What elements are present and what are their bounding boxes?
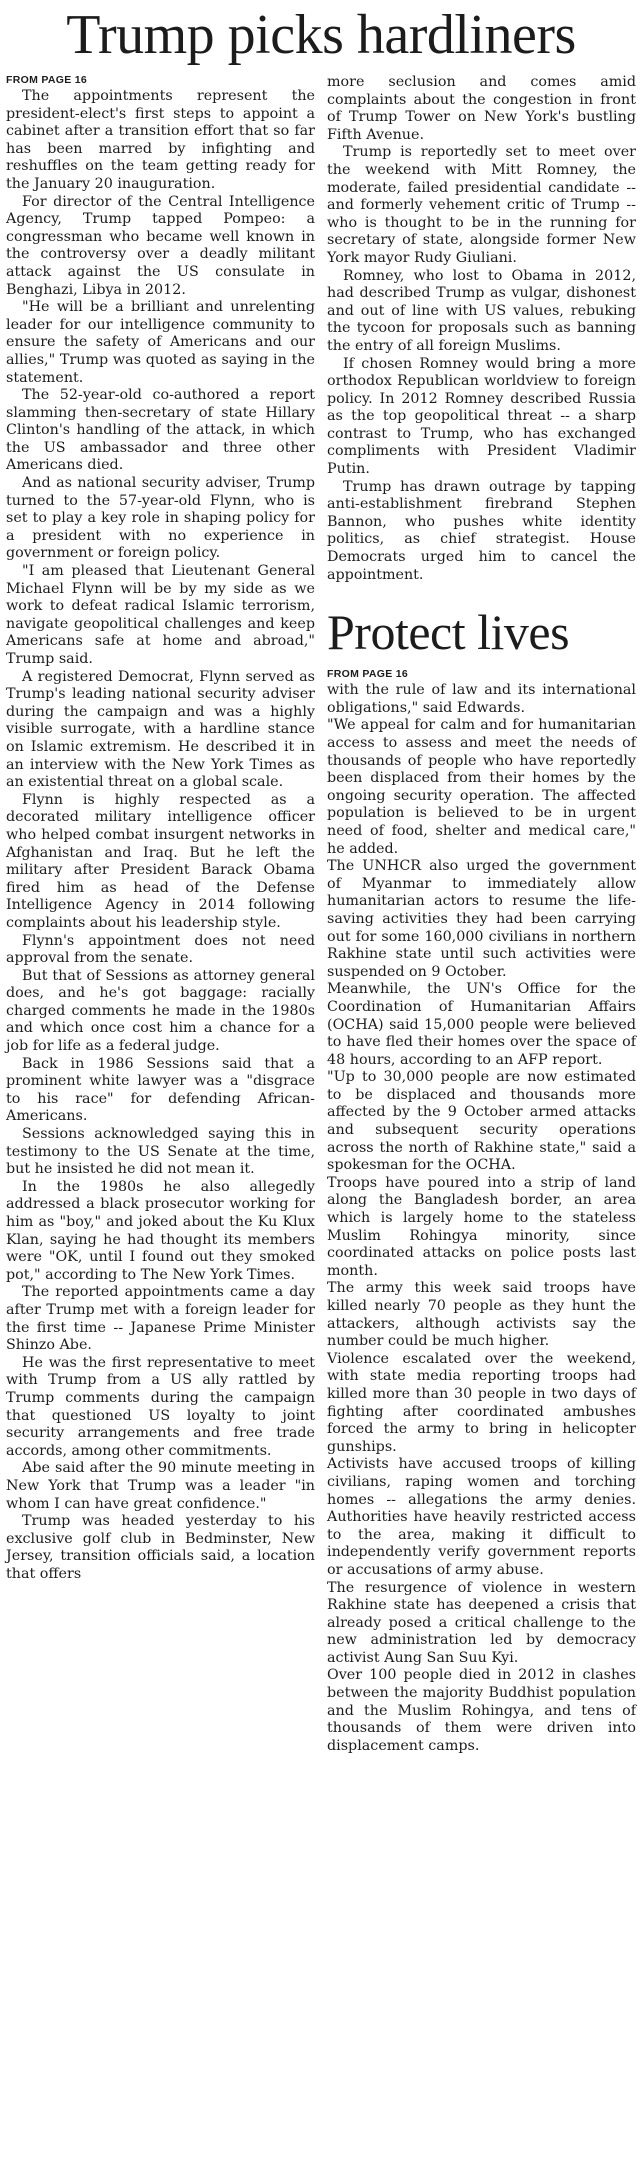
paragraph: And as national security adviser, Trump turned to the 57-year-old Flynn, who is set to play a key role in shaping policy for a president with no experience in government or foreign policy. xyxy=(6,475,315,562)
paragraph: "Up to 30,000 people are now estimated to be displaced and thousands more affected by the 9 October armed attacks and subsequent security operations across the north of Rakhine state," said a spokesman for the OCHA. xyxy=(327,1069,636,1174)
paragraph: Flynn is highly respected as a decorated military intelligence officer who helped combat insurgent networks in Afghanistan and Iraq. But he left the military after President Barack Obama fired him as head of the Defense Intelligence Agency in 2014 following complaints about his leadership style. xyxy=(6,791,315,931)
paragraph: more seclusion and comes amid complaints about the congestion in front of Trump Tower on New York's bustling Fifth Avenue. xyxy=(327,74,636,143)
paragraph: The 52-year-old co-authored a report slamming then-secretary of state Hillary Clinton's handling of the attack, in which the US ambassador and three other Americans died. xyxy=(6,387,315,474)
paragraph: Romney, who lost to Obama in 2012, had described Trump as vulgar, dishonest and out of line with US values, rebuking the tycoon for proposals such as banning the entry of all foreign Muslims. xyxy=(327,267,636,354)
paragraph: If chosen Romney would bring a more orthodox Republican worldview to foreign policy. In 2012 Romney described Russia as the top geopolitical threat -- a sharp contrast to Trump, who has exchanged compliments with President Vladimir Putin. xyxy=(327,355,636,478)
paragraph: The UNHCR also urged the government of Myanmar to immediately allow humanitarian actors to resume the life-saving activities they had been carrying out for some 160,000 civilians in northern Rakhine state until such activities were suspended on 9 October. xyxy=(327,858,636,980)
paragraph: "He will be a brilliant and unrelenting leader for our intelligence community to ensure the safety of Americans and our allies," Trump was quoted as saying in the statement. xyxy=(6,299,315,386)
paragraph: "We appeal for calm and for humanitarian access to assess and meet the needs of thousands of people who have reportedly been displaced from their homes by the ongoing security operation. The affected population is believed to be in urgent need of food, shelter and medical care," he added. xyxy=(327,717,636,857)
paragraph: Sessions acknowledged saying this in testimony to the US Senate at the time, but he insisted he did not mean it. xyxy=(6,1126,315,1178)
kicker-protect-lives: FROM PAGE 16 xyxy=(327,668,409,681)
paragraph: Over 100 people died in 2012 in clashes between the majority Buddhist population and the Muslim Rohingya, and tens of thousands of them were driven into displacement camps. xyxy=(327,1667,636,1754)
paragraph: For director of the Central Intelligence Agency, Trump tapped Pompeo: a congressman who became well known in the controversy over a deadly militant attack against the US consulate in Benghazi, Libya in 2012. xyxy=(6,193,315,298)
paragraph: He was the first representative to meet with Trump from a US ally rattled by Trump comments during the campaign that questioned US loyalty to joint security arrangements and free trade accords, among other commitments. xyxy=(6,1354,315,1459)
paragraph: Flynn's appointment does not need approval from the senate. xyxy=(6,932,315,967)
paragraph: In the 1980s he also allegedly addressed a black prosecutor working for him as "boy," and joked about the Ku Klux Klan, saying he had thought its members were "OK, until I found out they smoked pot," according to The New York Times. xyxy=(6,1178,315,1283)
paragraph: Abe said after the 90 minute meeting in New York that Trump was a leader "in whom I can have great confidence." xyxy=(6,1460,315,1512)
column-right xyxy=(327,74,636,1755)
paragraph: Troops have poured into a strip of land along the Bangladesh border, an area which is largely home to the stateless Muslim Rohingya minority, since coordinated attacks on police posts last month. xyxy=(327,1174,636,1279)
paragraph: Trump is reportedly set to meet over the weekend with Mitt Romney, the moderate, failed presidential candidate -- and formerly vehement critic of Trump -- who is thought to be in the running for secretary of state, alongside former New York mayor Rudy Giuliani. xyxy=(327,144,636,266)
paragraph: The appointments represent the president-elect's first steps to appoint a cabinet after a transition effort that so far has been marred by infighting and reshuffles on the team getting ready for the January 20 inauguration. xyxy=(6,88,315,192)
paragraph: Activists have accused troops of killing civilians, raping women and torching homes -- allegations the army denies. Authorities have heavily restricted access to the area, making it difficult to independently verify government reports or accusations of army abuse. xyxy=(327,1456,636,1578)
paragraph: The army this week said troops have killed nearly 70 people as they hunt the attackers, although activists say the number could be much higher. xyxy=(327,1280,636,1350)
paragraph: Trump was headed yesterday to his exclusive golf club in Bedminster, New Jersey, transition officials said, a location that offers xyxy=(6,1513,315,1582)
paragraph: The resurgence of violence in western Rakhine state has deepened a crisis that already posed a critical challenge to the new administration led by democracy activist Aung San Suu Kyi. xyxy=(327,1579,636,1666)
column-left xyxy=(6,74,315,1755)
paragraph: But that of Sessions as attorney general does, and he's got baggage: racially charged comments he made in the 1980s and which once cost him a chance for a job for life as a federal judge. xyxy=(6,967,315,1055)
kicker-trump: FROM PAGE 16 xyxy=(6,74,88,86)
article-columns xyxy=(6,74,636,1755)
paragraph: with the rule of law and its international obligations," said Edwards. xyxy=(327,682,636,716)
trump-story-continued xyxy=(327,74,636,584)
paragraph: A registered Democrat, Flynn served as Trump's leading national security adviser during the campaign and was a highly visible surrogate, with a hardline stance on Islamic extremism. He described it in an interview with the New York Times as an existential threat on a global scale. xyxy=(6,668,315,791)
paragraph: Trump has drawn outrage by tapping anti-establishment firebrand Stephen Bannon, who pushes white identity politics, as chief strategist. House Democrats urged him to cancel the appointment. xyxy=(327,478,636,583)
paragraph: The reported appointments came a day after Trump met with a foreign leader for the first time -- Japanese Prime Minister Shinzo Abe. xyxy=(6,1284,315,1354)
paragraph: Meanwhile, the UN's Office for the Coordination of Humanitarian Affairs (OCHA) said 15,000 people were believed to have fled their homes over the space of 48 hours, according to an AFP report. xyxy=(327,981,636,1068)
paragraph: Back in 1986 Sessions said that a prominent white lawyer was a "disgrace to his race" for defending African-Americans. xyxy=(6,1055,315,1125)
headline-trump: Trump picks hardliners xyxy=(66,4,576,66)
paragraph: "I am pleased that Lieutenant General Michael Flynn will be by my side as we work to defeat radical Islamic terrorism, navigate geopolitical challenges and keep Americans safe at home and abroad," Trump said. xyxy=(6,563,315,667)
paragraph: Violence escalated over the weekend, with state media reporting troops had killed more than 30 people in two days of fighting after coordinated ambushes forced the army to bring in helicopter gunships. xyxy=(327,1350,636,1455)
protect-lives-story xyxy=(327,604,636,1755)
headline-protect-lives: Protect lives xyxy=(327,604,570,661)
